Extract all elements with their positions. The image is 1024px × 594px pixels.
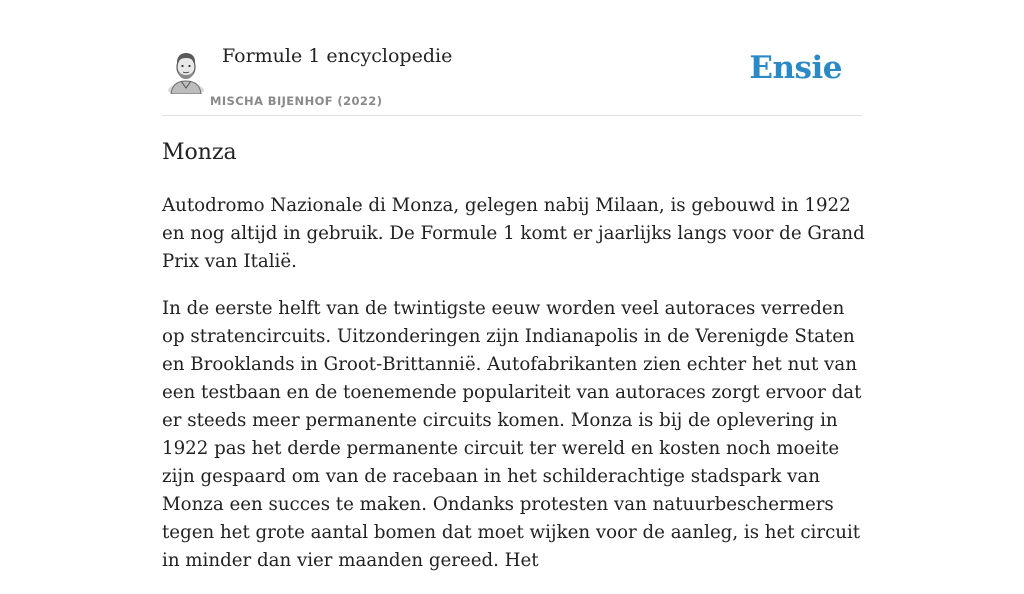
author-portrait-icon[interactable] (165, 48, 207, 94)
author-byline: MISCHA BIJENHOF (2022) (210, 94, 383, 108)
entry-title: Monza (162, 140, 237, 165)
page (162, 0, 865, 571)
paragraph-2: In de eerste helft van de twintigste eeuw worden veel autoraces verreden op stratencircuits. Uitzonderingen zijn Indianapolis in de Verenigde Staten en Brooklands in Groot-Brittannië. Autofabrikanten zien echter het nut van een testbaan en de toenemende populariteit van autoraces zorgt ervoor dat er steeds meer permanente circuits komen. Monza is bij de oplevering in 1922 pas het derde permanente circuit ter wereld en kosten noch moeite zijn gespaard om van de racebaan in het schilderachtige stadspark van Monza een succes te maken. Ondanks protesten van natuurbeschermers tegen het grote aantal bomen dat moet wijken voor de aanleg, is het circuit in minder dan vier maanden gereed. Het (162, 298, 862, 571)
header (162, 0, 862, 116)
entry-body (162, 192, 867, 594)
paragraph-1: Autodromo Nazionale di Monza, gelegen nabij Milaan, is gebouwd in 1922 en nog altijd in gebruik. De Formule 1 komt er jaarlijks langs voor de Grand Prix van Italië. (162, 195, 865, 272)
ensie-logo[interactable]: Ensie (749, 50, 842, 86)
book-title[interactable]: Formule 1 encyclopedie (222, 45, 453, 67)
